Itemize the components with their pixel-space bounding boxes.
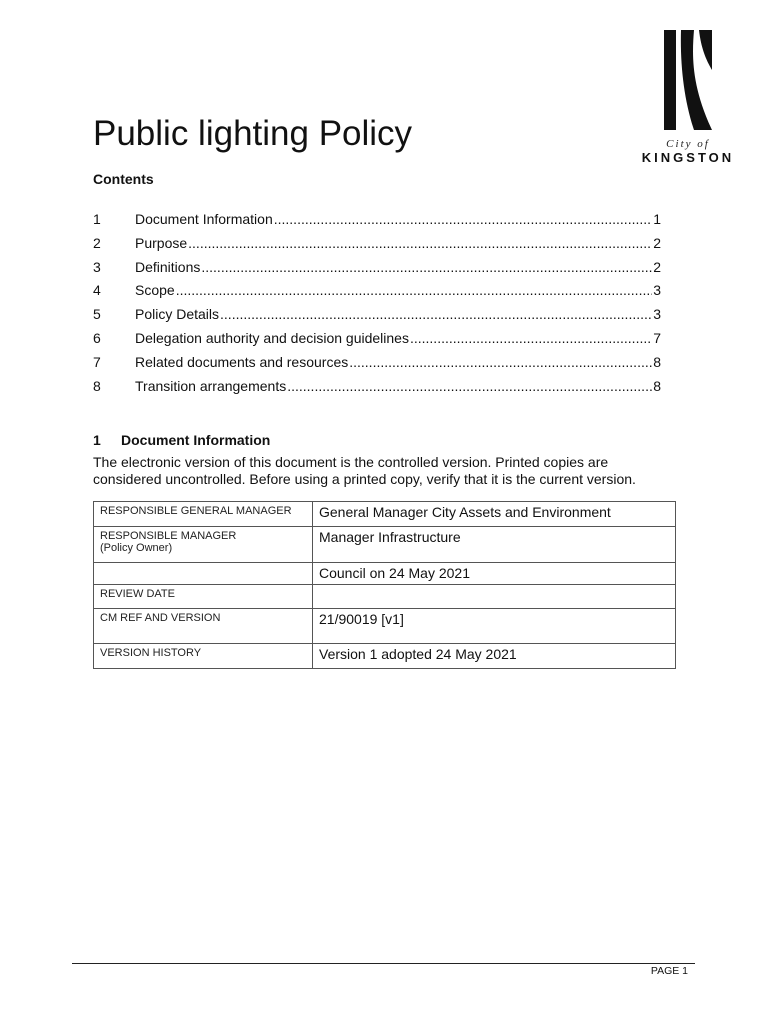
toc-number: 6 [93,329,101,346]
toc-page-number: 1 [653,211,661,227]
toc-title: Definitions [135,258,201,275]
toc-number: 4 [93,282,101,299]
document-title: Public lighting Policy [93,114,413,153]
toc-entry-transition-arrangements[interactable] [93,378,661,402]
toc-number: 5 [93,306,101,323]
table-value-cell: Council on 24 May 2021 [313,563,676,585]
table-value-cell: Manager Infrastructure [313,527,676,563]
city-of-kingston-logo [638,30,738,165]
logo-city-of-text: City of [666,138,710,150]
toc-page-number: 8 [653,353,661,370]
table-label-cell [94,527,313,563]
document-information-table [93,501,676,669]
toc-page-number: 2 [653,234,661,251]
table-of-contents [93,211,661,401]
table-label-cell [94,502,313,527]
toc-page-number: 2 [653,258,661,275]
table-row [94,502,676,527]
table-label-cell [94,609,313,644]
toc-leader-dots [201,259,652,275]
toc-title: Document Information [135,211,273,227]
section-1-heading [93,432,270,448]
table-row [94,644,676,669]
footer-divider [72,963,695,964]
table-value-cell: Version 1 adopted 24 May 2021 [313,644,676,669]
toc-title: Purpose [135,234,188,251]
table-label-cell [94,585,313,609]
toc-number: 2 [93,234,101,251]
page-number: PAGE 1 [650,965,688,977]
toc-number: 8 [93,377,101,394]
toc-entry-document-information[interactable] [93,211,661,235]
table-row [94,609,676,644]
section-title: Document Information [121,432,271,448]
toc-title: Policy Details [135,306,220,323]
toc-entry-related-documents[interactable] [93,354,661,378]
toc-title: Transition arrangements [135,377,287,394]
toc-number: 7 [93,353,101,370]
toc-leader-dots [349,354,652,370]
contents-heading: Contents [93,171,154,187]
toc-leader-dots [410,330,652,346]
table-row [94,527,676,563]
label-text: RESPONSIBLE GENERAL MANAGER [100,505,292,517]
label-text: RESPONSIBLE MANAGER [100,530,237,542]
table-row [94,563,676,585]
toc-number: 3 [93,258,101,275]
toc-leader-dots [287,378,652,394]
table-value-cell: General Manager City Assets and Environment [313,502,676,527]
section-1-paragraph: The electronic version of this document is the controlled version. Printed copies are considered uncontrolled. Before using a printed copy, verify that it is the current version. [93,454,636,487]
label-text: VERSION HISTORY [100,647,202,659]
toc-entry-scope[interactable] [93,282,661,306]
table-label-cell [94,563,313,585]
toc-number: 1 [93,211,101,227]
toc-entry-definitions[interactable] [93,259,661,283]
label-text: CM REF AND VERSION [100,612,221,624]
label-subtext: (Policy Owner) [100,542,173,554]
toc-page-number: 8 [653,377,661,394]
toc-leader-dots [220,306,652,322]
toc-entry-policy-details[interactable] [93,306,661,330]
toc-page-number: 7 [653,329,661,346]
table-row [94,585,676,609]
toc-title: Related documents and resources [135,353,349,370]
logo-kingston-text: KINGSTON [641,150,735,165]
toc-entry-delegation-authority[interactable] [93,330,661,354]
toc-title: Scope [135,282,175,299]
table-value-cell [313,585,676,609]
label-text: REVIEW DATE [100,588,175,600]
section-number: 1 [93,432,101,448]
toc-page-number: 3 [653,306,661,323]
table-value-cell: 21/90019 [v1] [313,609,676,644]
toc-page-number: 3 [653,282,661,299]
table-label-cell [94,644,313,669]
toc-entry-purpose[interactable] [93,235,661,259]
toc-leader-dots [188,235,652,251]
toc-leader-dots [274,211,652,227]
toc-leader-dots [176,282,653,298]
kingston-emblem-icon [664,30,714,130]
toc-title: Delegation authority and decision guidelines [135,329,409,346]
